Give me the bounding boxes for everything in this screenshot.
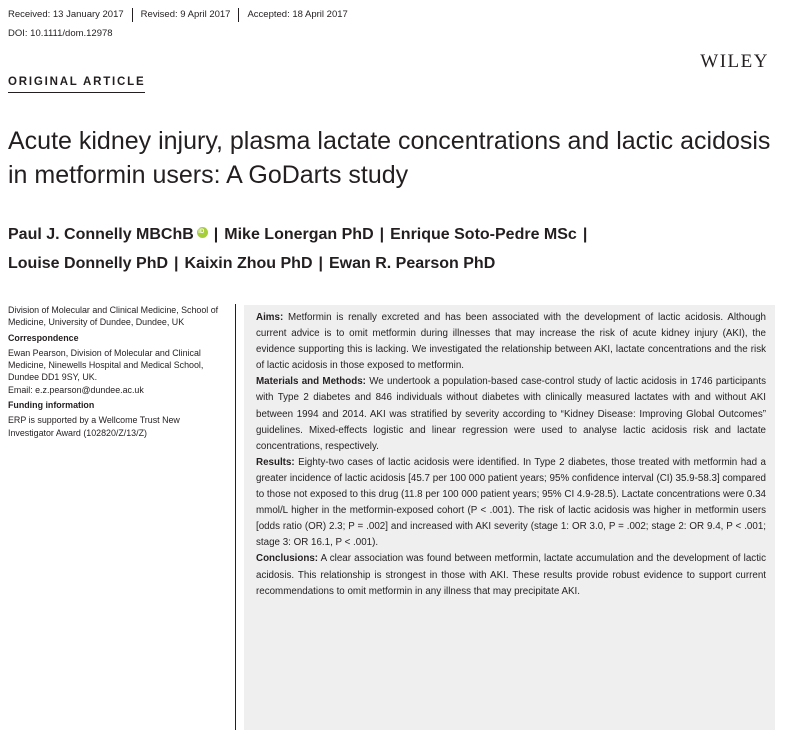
- correspondence-address: Ewan Pearson, Division of Molecular and Clinical Medicine, Ninewells Hospital and Medical School, Dundee DD1 9SY, UK. Email: e.z.pearson@dundee.ac.uk: [8, 347, 204, 395]
- author-name: Kaixin Zhou PhD: [184, 255, 313, 272]
- correspondence-email[interactable]: Email: e.z.pearson@dundee.ac.uk: [8, 384, 144, 395]
- abstract-conclusions: Conclusions: A clear association was found between metformin, lactate accumulation and the development of lactic acidosis. This relationship is strongest in those with AKI. These results provide robust evidence to support current recommendations to omit metformin in any illness that may precipitate AKI.: [256, 553, 766, 597]
- author-list: [8, 220, 778, 278]
- author-separator: |: [582, 226, 588, 243]
- affiliation: Division of Molecular and Clinical Medicine, School of Medicine, University of Dundee, Dundee, UK: [8, 305, 219, 328]
- funding-text: ERP is supported by a Wellcome Trust New Investigator Award (102820/Z/13/Z): [8, 415, 180, 438]
- author-separator: |: [174, 255, 179, 272]
- author-separator: |: [379, 226, 385, 243]
- abstract-results: Results: Eighty-two cases of lactic acidosis were identified. In Type 2 diabetes, those treated with metformin had a greater incidence of lactic acidosis [45.7 per 100 000 patient years; 95% confidence interval (CI) 35.9-58.3] compared to those not exposed to this drug (11.8 per 100 000 patient years; 95% CI 4.9-28.5). Lactate concentrations were 0.34 mmol/L higher in the metformin-exposed cohort (P < .001). The risk of lactic acidosis was higher in metformin users [odds ratio (OR) 2.3; P = .002] and increased with AKI severity (stage 1: OR 3.0, P = .002; stage 2: OR 9.4, P < .001; stage 3: OR 16.1, P < .001).: [256, 456, 766, 549]
- doi: DOI: 10.1111/dom.12978: [8, 28, 113, 39]
- column-divider: [235, 304, 236, 730]
- author-name: Paul J. Connelly MBChBiD: [8, 226, 208, 243]
- abstract-box: [244, 305, 775, 730]
- funding-heading: Funding information: [8, 400, 95, 411]
- received-date: Received: 13 January 2017: [8, 9, 124, 20]
- article-title: Acute kidney injury, plasma lactate concentrations and lactic acidosis in metformin users: A GoDarts study: [8, 127, 771, 189]
- abstract-aims: Aims: Metformin is renally excreted and has been associated with the development of lactic acidosis. Although current advice is to omit metformin during illnesses that may increase the risk of acute kidney injury (AKI), the evidence supporting this is lacking. We investigated the relationship between AKI, lactate concentrations and the risk of lactic acidosis in those exposed to metformin.: [256, 312, 766, 372]
- publisher-logo: WILEY: [700, 51, 769, 72]
- accepted-date: Accepted: 18 April 2017: [238, 8, 355, 22]
- author-separator: |: [318, 255, 323, 272]
- author-name: Mike Lonergan PhD: [224, 226, 374, 243]
- publication-dates: [8, 8, 356, 22]
- author-info-sidebar: [8, 304, 226, 442]
- orcid-icon[interactable]: [197, 227, 208, 238]
- author-name: Enrique Soto-Pedre MSc: [390, 226, 577, 243]
- revised-date: Revised: 9 April 2017: [132, 8, 239, 22]
- author-name: Ewan R. Pearson PhD: [328, 255, 496, 272]
- author-separator: |: [213, 226, 219, 243]
- article-type: ORIGINAL ARTICLE: [8, 76, 145, 93]
- abstract-methods: Materials and Methods: We undertook a population-based case-control study of lactic acidosis in 1746 participants with Type 2 diabetes and 846 individuals without diabetes with clinically measured lactates with and without AKI between 1994 and 2014. AKI was stratified by severity according to “Kidney Disease: Improving Global Outcomes” guidelines. Mixed-effects logistic and linear regression were used to analyse lactic acidosis risk and lactate concentrations, respectively.: [256, 376, 766, 452]
- author-name: Louise Donnelly PhD: [8, 255, 169, 272]
- correspondence-heading: Correspondence: [8, 332, 79, 343]
